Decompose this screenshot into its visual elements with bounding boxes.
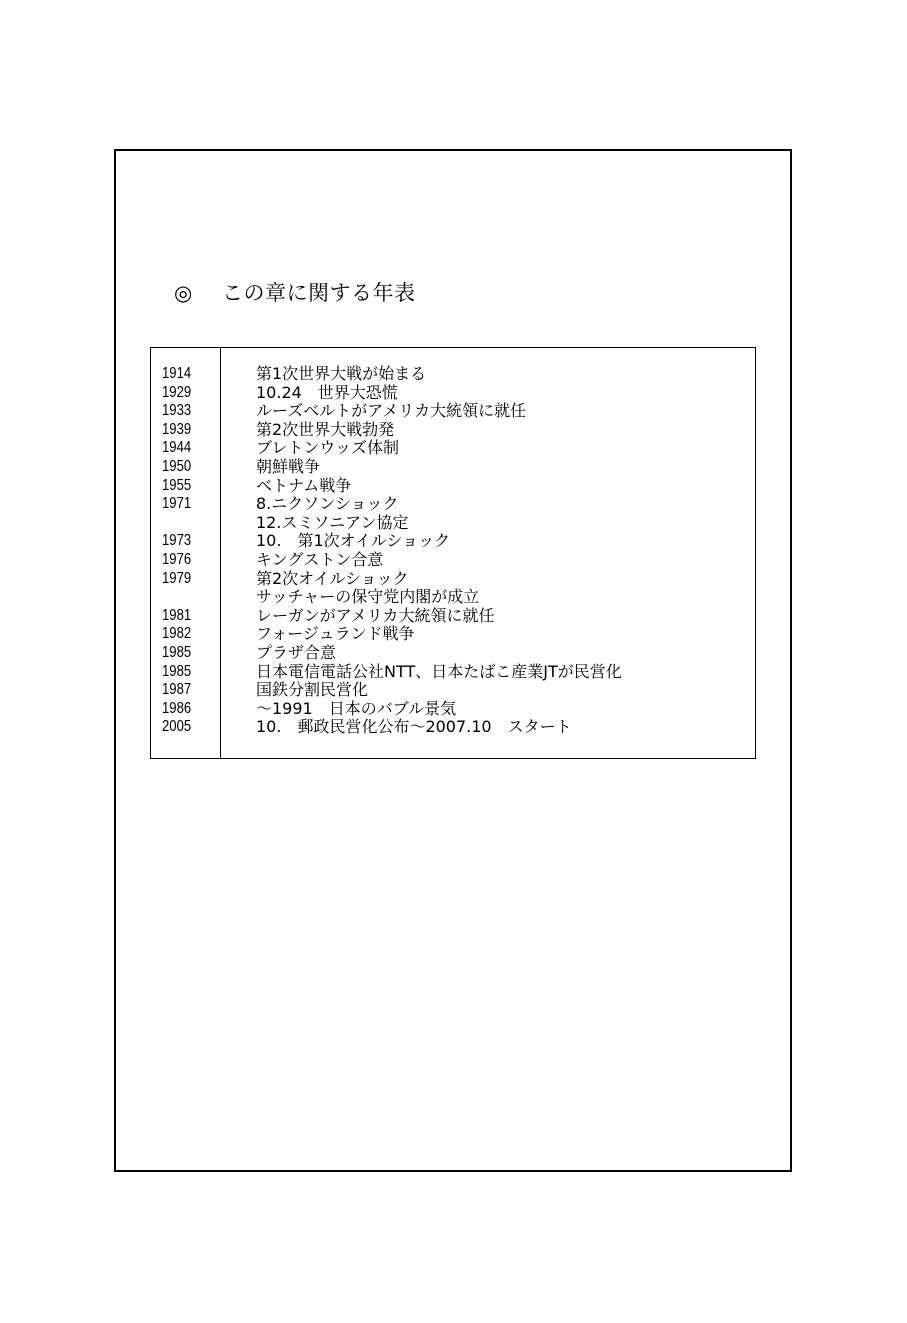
timeline-year: 1944 bbox=[162, 439, 192, 457]
timeline-event: レーガンがアメリカ大統領に就任 bbox=[256, 605, 495, 625]
timeline-row bbox=[151, 570, 755, 589]
timeline-year: 1982 bbox=[162, 625, 192, 643]
timeline-event: 12.スミソニアン協定 bbox=[256, 512, 409, 532]
timeline-year: 1973 bbox=[162, 532, 192, 550]
timeline-row bbox=[151, 663, 755, 682]
timeline-event: ベトナム戦争 bbox=[256, 475, 352, 495]
timeline-row bbox=[151, 700, 755, 719]
timeline-event: サッチャーの保守党内閣が成立 bbox=[256, 587, 480, 607]
timeline-event: 10.24 世界大恐慌 bbox=[256, 382, 398, 402]
timeline-row bbox=[151, 421, 755, 440]
timeline-event: ブレトンウッズ体制 bbox=[256, 438, 400, 458]
timeline-row bbox=[151, 681, 755, 700]
timeline-event: 10. 郵政民営化公布～2007.10 スタート bbox=[256, 717, 572, 737]
timeline-row bbox=[151, 439, 755, 458]
timeline-event: フォージュランド戦争 bbox=[256, 624, 415, 644]
timeline-row bbox=[151, 514, 755, 533]
timeline-year: 1950 bbox=[162, 457, 192, 475]
timeline-event: ルーズベルトがアメリカ大統領に就任 bbox=[256, 401, 527, 421]
timeline-event: プラザ合意 bbox=[256, 642, 337, 662]
timeline-row bbox=[151, 477, 755, 496]
timeline-event: 8.ニクソンショック bbox=[256, 494, 399, 514]
timeline-row bbox=[151, 607, 755, 626]
page-title bbox=[174, 278, 416, 308]
timeline-year: 1955 bbox=[162, 476, 192, 494]
timeline-event: 朝鮮戦争 bbox=[256, 456, 321, 476]
timeline-year: 1971 bbox=[162, 495, 192, 513]
timeline-year: 1987 bbox=[162, 681, 192, 699]
timeline-row bbox=[151, 644, 755, 663]
timeline-event: 第2次オイルショック bbox=[256, 568, 409, 588]
timeline-event: 国鉄分割民営化 bbox=[256, 680, 369, 700]
timeline-row bbox=[151, 532, 755, 551]
timeline-row bbox=[151, 625, 755, 644]
timeline-year: 1914 bbox=[162, 365, 192, 382]
timeline-event: 日本電信電話公社NTT、日本たばこ産業JTが民営化 bbox=[256, 661, 622, 681]
page-title-text: この章に関する年表 bbox=[222, 281, 416, 305]
timeline-row bbox=[151, 718, 755, 737]
timeline-event: 10. 第1次オイルショック bbox=[256, 531, 451, 551]
timeline-row bbox=[151, 588, 755, 607]
timeline-event: ～1991 日本のバブル景気 bbox=[256, 698, 457, 718]
timeline-year: 1976 bbox=[162, 550, 192, 568]
timeline-table bbox=[150, 347, 756, 759]
timeline-year: 1985 bbox=[162, 662, 192, 680]
timeline-row bbox=[151, 495, 755, 514]
timeline-year: 2005 bbox=[162, 718, 192, 736]
timeline-row bbox=[151, 458, 755, 477]
timeline-year: 1933 bbox=[162, 402, 192, 420]
timeline-year: 1929 bbox=[162, 383, 192, 401]
timeline-event: 第2次世界大戦勃発 bbox=[256, 419, 395, 439]
timeline-rows bbox=[151, 365, 755, 737]
timeline-event: キングストン合意 bbox=[256, 549, 384, 569]
timeline-year: 1981 bbox=[162, 606, 192, 624]
timeline-year: 1939 bbox=[162, 420, 192, 438]
timeline-year: 1985 bbox=[162, 643, 192, 661]
timeline-event: 第1次世界大戦が始まる bbox=[256, 364, 427, 383]
timeline-row bbox=[151, 551, 755, 570]
double-circle-icon: ◎ bbox=[174, 281, 193, 305]
timeline-row bbox=[151, 365, 755, 384]
timeline-year: 1979 bbox=[162, 569, 192, 587]
timeline-year: 1986 bbox=[162, 699, 192, 717]
timeline-row bbox=[151, 402, 755, 421]
timeline-row bbox=[151, 384, 755, 403]
